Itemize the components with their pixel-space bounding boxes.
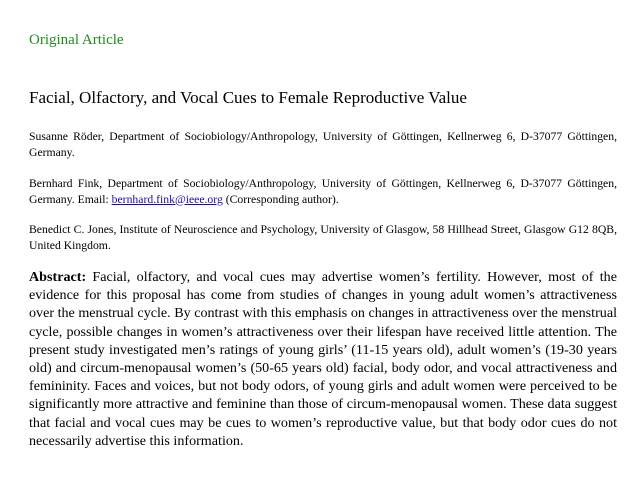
- author-affiliation-2: [29, 176, 617, 207]
- corresponding-author-email-link[interactable]: bernhard.fink@ieee.org: [111, 192, 223, 206]
- author-affiliation-2-text: Bernhard Fink, Department of Sociobiology/Anthropology, University of Göttingen, Kellnerweg 6, D-37077 Göttingen, Germany. Email:: [29, 177, 617, 206]
- abstract-label: Abstract:: [29, 269, 87, 285]
- article-type-label: Original Article: [29, 32, 124, 48]
- author-affiliation-1: Susanne Röder, Department of Sociobiology/Anthropology, University of Göttingen, Kellnerweg 6, D-37077 Göttingen, Germany.: [29, 130, 617, 159]
- author-affiliation-3: Benedict C. Jones, Institute of Neuroscience and Psychology, University of Glasgow, 58 Hillhead Street, Glasgow G12 8QB, United Kingdom.: [29, 223, 617, 252]
- abstract: [29, 268, 617, 450]
- abstract-text: Facial, olfactory, and vocal cues may advertise women’s fertility. However, most of the evidence for this proposal has come from studies of changes in young adult women’s attractiveness over the menstrual cycle. By contrast with this emphasis on changes in attractiveness over the menstrual cycle, possible changes in women’s attractiveness over their lifespan have received little attention. The present study investigated men’s ratings of young girls’ (11-15 years old), adult women’s (19-30 years old) and circum-menopausal women’s (50-65 years old) facial, body odor, and vocal attractiveness and femininity. Faces and voices, but not body odors, of young girls and adult women were perceived to be significantly more attractive and feminine than those of circum-menopausal women. These data suggest that facial and vocal cues may be cues to women’s reproductive value, but that body odor cues do not necessarily advertise this information.: [29, 269, 617, 449]
- corresponding-author-note: (Corresponding author).: [222, 192, 339, 206]
- paper-title: Facial, Olfactory, and Vocal Cues to Female Reproductive Value: [29, 88, 467, 107]
